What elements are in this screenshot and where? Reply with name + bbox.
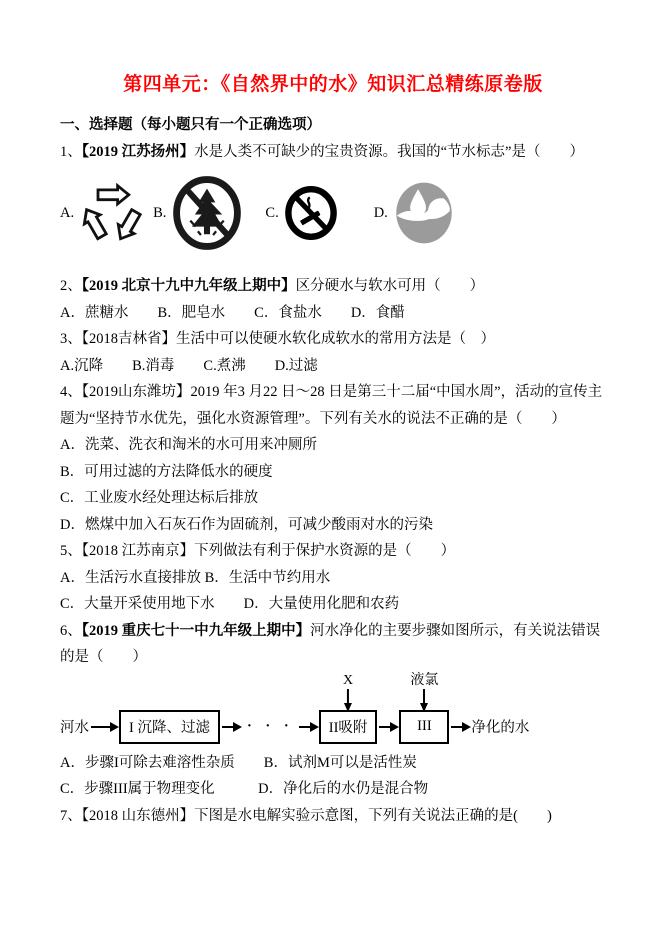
question-source: 【2019 江苏扬州】 — [81, 143, 195, 160]
choice-b — [153, 171, 245, 255]
reagent-x-label: X — [343, 672, 354, 688]
question-text: 区分硬水与软水可用（ ） — [295, 278, 485, 294]
question-source: 【2019山东潍坊】 — [81, 384, 191, 400]
question-5-options-cd: C．大量开采使用地下水 D．大量使用化肥和农药 — [60, 596, 400, 612]
down-arrow-icon — [347, 689, 349, 704]
recycling-icon — [77, 170, 147, 256]
question-source: 【2019 北京十九中九年级上期中】 — [81, 278, 296, 294]
step3-label: III — [417, 718, 432, 734]
question-number: 6、 — [60, 622, 82, 639]
choice-c — [265, 180, 339, 246]
question-source: 【2018吉林省】 — [81, 331, 176, 347]
question-6-stem — [60, 618, 606, 671]
page-title: 第四单元：《自然界中的水》知识汇总精练原卷版 — [123, 74, 543, 95]
question-source: 【2018 江苏南京】 — [81, 543, 195, 559]
choice-a — [60, 170, 147, 256]
choice-d-label: D. — [373, 204, 388, 221]
question-text: 下列做法有利于保护水资源的是（ ） — [194, 543, 456, 559]
question-5-stem — [60, 538, 606, 565]
reagent-x-feed — [343, 673, 353, 712]
section-header: 一、选择题（每小题只有一个正确选项） — [60, 117, 321, 133]
question-text: 下图是水电解实验示意图，下列有关说法正确的是( ) — [194, 807, 552, 824]
water-saving-logo-icon — [391, 175, 457, 251]
question-7-stem — [60, 803, 606, 830]
question-number: 2、 — [60, 278, 82, 294]
question-text: 生活中可以使硬水软化成软水的常用方法是（ ） — [176, 331, 495, 347]
flow-arrow — [91, 726, 117, 728]
question-text: 河水净化的主要步骤如图所示，有关说法错误的是（ ） — [60, 622, 601, 665]
diagram-output-label: 净化的水 — [471, 720, 530, 736]
question-3-options: A.沉降 B.消毒 C.煮沸 D.过滤 — [60, 357, 318, 374]
liquid-chlorine-label: 液氯 — [410, 672, 439, 688]
question-text: 水是人类不可缺少的宝贵资源。我国的“节水标志”是（ ） — [194, 143, 584, 160]
question-number: 5、 — [60, 543, 82, 559]
question-number: 1、 — [60, 143, 82, 160]
choice-c-label: C. — [265, 204, 279, 221]
step1-label: I 沉降、过滤 — [129, 720, 210, 736]
diagram-ellipsis: · · · — [246, 718, 294, 734]
no-forest-fire-icon — [169, 171, 245, 255]
question-number: 4、 — [60, 384, 82, 400]
diagram-step3-box — [399, 672, 449, 744]
question-3-stem — [60, 326, 606, 353]
diagram-step2-box — [319, 672, 378, 744]
no-smoking-icon — [282, 180, 340, 246]
question-4-option-c: C．工业废水经处理达标后排放 — [60, 490, 259, 506]
flow-arrow — [451, 726, 469, 728]
question-6-options-cd: C．步骤III属于物理变化 D．净化后的水仍是混合物 — [60, 781, 429, 797]
down-arrow-icon — [423, 689, 425, 704]
liquid-chlorine-feed — [410, 673, 438, 712]
question-text: 2019 年3 月22 日～28 日是第三十二届“中国水周”，活动的宣传主题为“坚持节水优先，强化水资源管理”。下列有关水的说法不正确的是（ ） — [60, 384, 603, 427]
flow-arrow — [222, 726, 240, 728]
question-source: 【2018 山东德州】 — [81, 807, 195, 824]
question-6-options-ab: A．步骤I可除去难溶性杂质 B．试剂M可以是活性炭 — [60, 754, 417, 771]
question-4-stem — [60, 379, 606, 432]
question-4-option-b: B．可用过滤的方法降低水的硬度 — [60, 463, 273, 480]
diagram-step1-box — [119, 710, 220, 744]
q6-water-purification-flowchart — [60, 673, 606, 744]
question-1-choices — [60, 165, 606, 261]
question-5-options-ab: A．生活污水直接排放 B．生活中节约用水 — [60, 569, 331, 586]
step2-label: II吸附 — [328, 720, 368, 736]
question-2-stem — [60, 273, 606, 300]
question-2-options: A．蔗糖水 B．肥皂水 C．食盐水 D．食醋 — [60, 304, 405, 321]
question-source: 【2019 重庆七十一中九年级上期中】 — [81, 622, 311, 639]
choice-a-label: A. — [60, 204, 75, 221]
question-1-stem — [60, 139, 606, 166]
question-4-option-d: D．燃煤中加入石灰石作为固硫剂，可减少酸雨对水的污染 — [60, 516, 433, 533]
question-4-option-a: A．洗菜、洗衣和淘米的水可用来冲厕所 — [60, 437, 317, 453]
question-number: 7、 — [60, 807, 82, 824]
choice-d — [374, 175, 457, 251]
flow-arrow — [299, 726, 317, 728]
flow-arrow — [379, 726, 397, 728]
question-number: 3、 — [60, 331, 82, 347]
diagram-input-label: 河水 — [60, 720, 89, 736]
choice-b-label: B. — [153, 204, 167, 221]
